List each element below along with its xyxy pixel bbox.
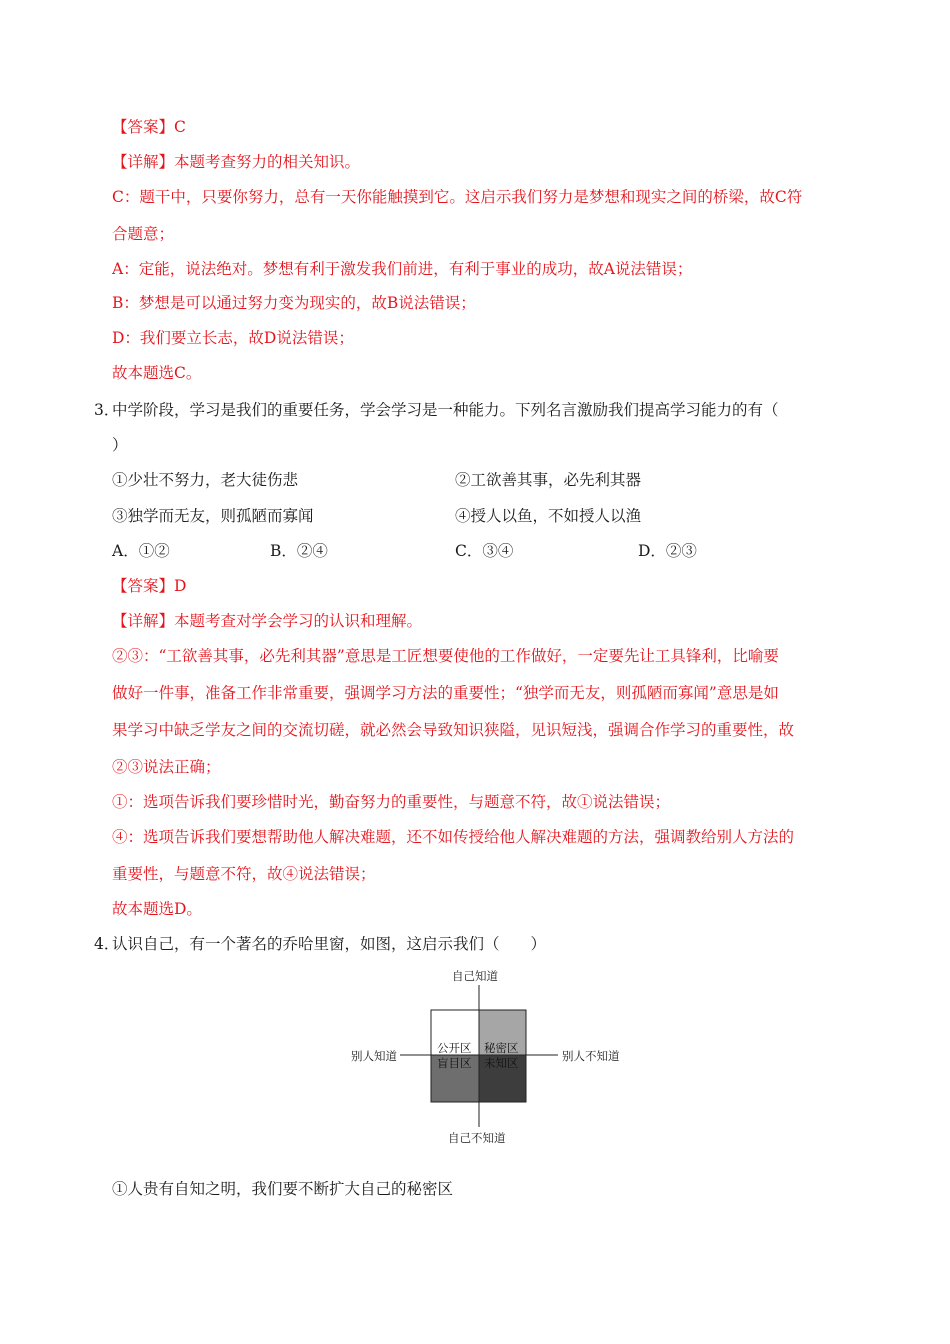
- label-self-unknown: 自己不知道: [448, 1131, 506, 1145]
- q3-item: ③独学而无友，则孤陋而寡闻: [112, 507, 314, 525]
- quadrant-public-label: 公开区: [437, 1041, 472, 1055]
- q3-detail-title: 【详解】本题考查对学会学习的认识和理解。: [112, 612, 423, 630]
- q3-stem: 中学阶段，学习是我们的重要任务，学会学习是一种能力。下列名言激励我们提高学习能力的有（: [112, 401, 779, 419]
- q3-conclusion: 故本题选D。: [112, 900, 202, 918]
- q3-detail-line: 重要性，与题意不符，故④说法错误；: [112, 865, 376, 883]
- q3-answer: 【答案】D: [112, 577, 187, 595]
- q3-stem-cont: ）: [112, 436, 128, 454]
- q4-item: ①人贵有自知之明，我们要不断扩大自己的秘密区: [112, 1180, 454, 1198]
- label-others-unknown: 别人不知道: [562, 1049, 620, 1063]
- q2-detail-line: C：题干中，只要你努力，总有一天你能触摸到它。这启示我们努力是梦想和现实之间的桥梁，故C符: [112, 188, 803, 206]
- q3-option-c: C．③④: [455, 542, 514, 560]
- q3-detail-line: ④：选项告诉我们要想帮助他人解决难题，还不如传授给他人解决难题的方法，强调教给别人方法的: [112, 828, 795, 846]
- q3-detail-line: 做好一件事，准备工作非常重要，强调学习方法的重要性；“独学而无友，则孤陋而寡闻”意思是如: [112, 684, 779, 702]
- q2-detail-line: 合题意；: [112, 225, 175, 243]
- q2-detail-line: A：定能，说法绝对。梦想有利于激发我们前进，有利于事业的成功，故A说法错误；: [112, 260, 693, 278]
- q4-number: 4．: [94, 935, 120, 953]
- q3-item: ②工欲善其事，必先利其器: [455, 471, 642, 489]
- q3-detail-line: 果学习中缺乏学友之间的交流切磋，就必然会导致知识狭隘，见识短浅，强调合作学习的重要性，故: [112, 721, 795, 739]
- q3-number: 3．: [94, 401, 120, 419]
- q2-detail-title: 【详解】本题考查努力的相关知识。: [112, 153, 361, 171]
- johari-window-diagram: [340, 965, 640, 1150]
- q3-option-a: A．①②: [112, 542, 170, 560]
- q3-detail-line: ②③：“工欲善其事，必先利其器”意思是工匠想要使他的工作做好，一定要先让工具锋利，比喻要: [112, 647, 779, 665]
- q2-conclusion: 故本题选C。: [112, 364, 202, 382]
- q3-detail-line: ②③说法正确；: [112, 758, 221, 776]
- q2-detail-line: D：我们要立长志，故D说法错误；: [112, 329, 354, 347]
- q2-detail-line: B：梦想是可以通过努力变为现实的，故B说法错误；: [112, 294, 476, 312]
- quadrant-secret-label: 秘密区: [484, 1041, 519, 1055]
- q3-item: ①少壮不努力，老大徒伤悲: [112, 471, 299, 489]
- q3-option-b: B．②④: [270, 542, 328, 560]
- q3-option-d: D．②③: [638, 542, 697, 560]
- label-self-known: 自己知道: [452, 969, 498, 983]
- q4-stem: 认识自己，有一个著名的乔哈里窗，如图，这启示我们（ ）: [112, 935, 547, 953]
- q3-detail-line: ①：选项告诉我们要珍惜时光，勤奋努力的重要性，与题意不符，故①说法错误；: [112, 793, 671, 811]
- quadrant-unknown-label: 未知区: [484, 1056, 519, 1070]
- quadrant-blind-label: 盲目区: [437, 1056, 472, 1070]
- q2-answer: 【答案】C: [112, 118, 186, 136]
- label-others-known: 别人知道: [351, 1049, 397, 1063]
- q3-item: ④授人以鱼，不如授人以渔: [455, 507, 642, 525]
